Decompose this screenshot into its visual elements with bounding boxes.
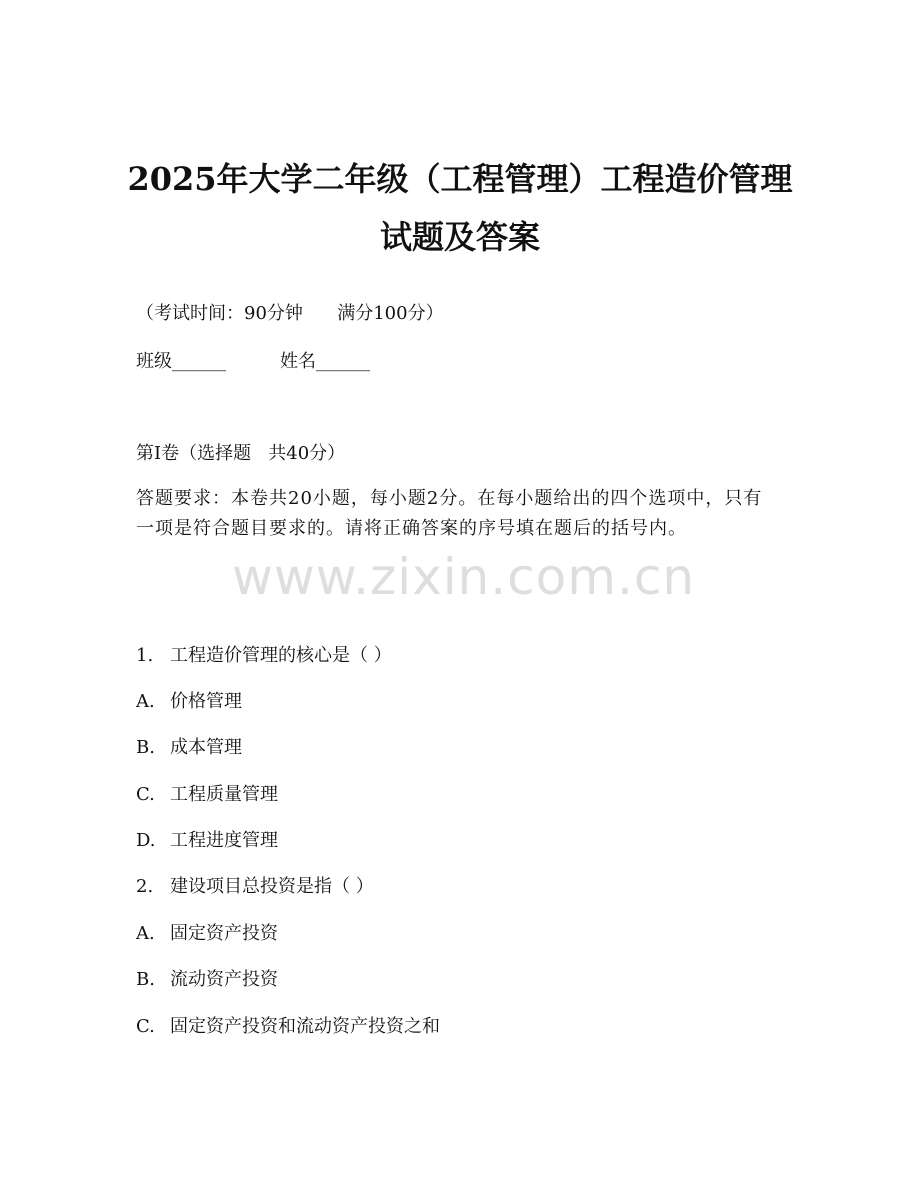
class-field: 班级______ [136, 351, 226, 372]
option-label: A. [136, 923, 155, 944]
question-option [136, 686, 242, 718]
option-text: 固定资产投资和流动资产投资之和 [170, 1016, 440, 1037]
option-label: D. [136, 830, 156, 851]
student-fields [136, 346, 370, 378]
question-number: 2. [136, 876, 154, 897]
section-heading: 第I卷（选择题 共40分） [136, 443, 346, 464]
option-text: 成本管理 [170, 737, 242, 758]
question-option [136, 918, 278, 950]
question-option [136, 779, 278, 811]
question-stem [136, 640, 392, 672]
document-title: 2025年大学二年级（工程管理）工程造价管理试题及答案 [127, 160, 793, 256]
question-option [136, 1011, 440, 1043]
option-text: 价格管理 [170, 691, 242, 712]
instructions-paragraph: 答题要求：本卷共20小题，每小题2分。在每小题给出的四个选项中，只有一项是符合题目要求的。请将正确答案的序号填在题后的括号内。 [136, 488, 763, 539]
question-stem [136, 871, 374, 903]
option-label: B. [136, 969, 155, 990]
option-text: 固定资产投资 [170, 923, 278, 944]
question-option [136, 825, 278, 857]
option-text: 流动资产投资 [170, 969, 278, 990]
option-text: 工程进度管理 [170, 830, 278, 851]
question-text: 工程造价管理的核心是（ ） [170, 645, 392, 666]
option-label: C. [136, 784, 155, 805]
option-label: A. [136, 691, 155, 712]
option-text: 工程质量管理 [170, 784, 278, 805]
name-field: 姓名______ [280, 351, 370, 372]
option-label: B. [136, 737, 155, 758]
question-option [136, 732, 242, 764]
question-text: 建设项目总投资是指（ ） [170, 876, 374, 897]
question-number: 1. [136, 645, 154, 666]
option-label: C. [136, 1016, 155, 1037]
question-option [136, 964, 278, 996]
exam-info: （考试时间：90分钟 满分100分） [136, 303, 444, 324]
watermark-text: www.zixin.com.cn [232, 548, 696, 606]
